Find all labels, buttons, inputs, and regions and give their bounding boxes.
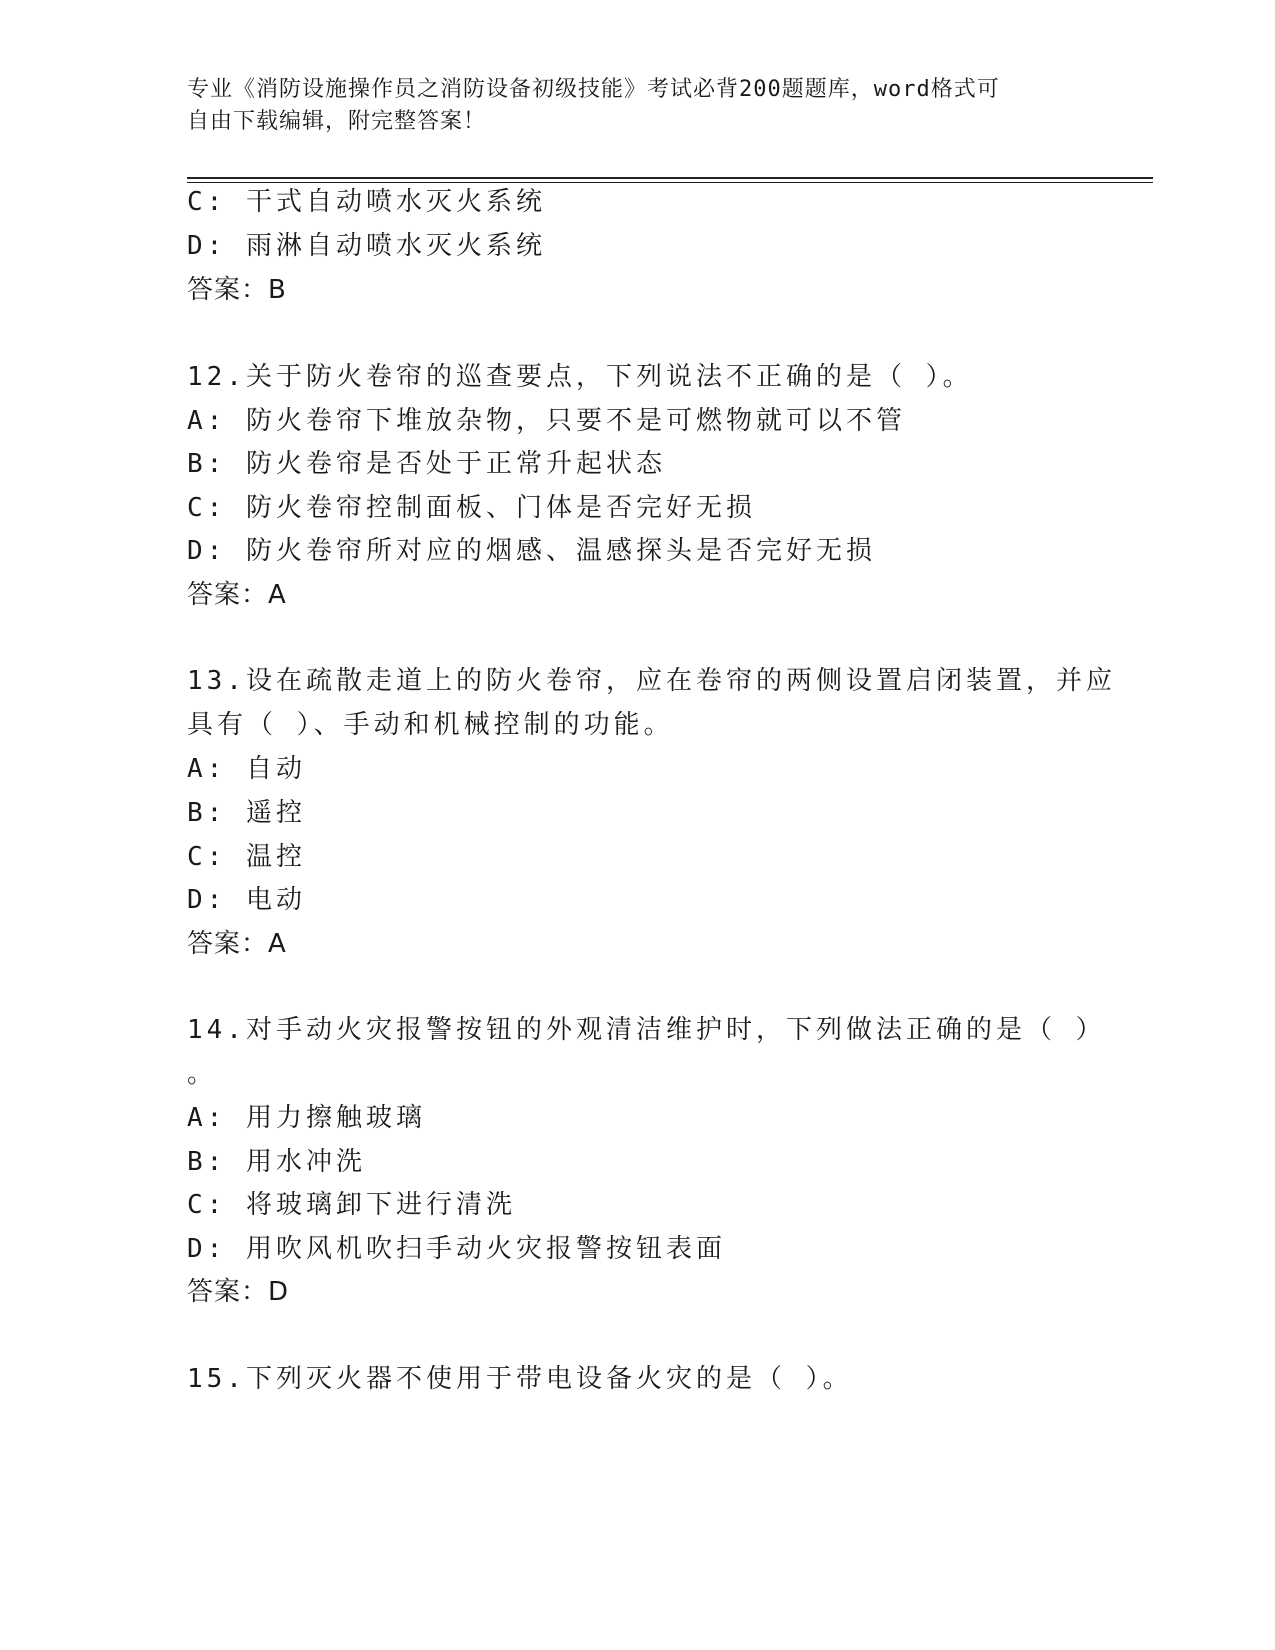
q13-question-line-1: 13.设在疏散走道上的防火卷帘，应在卷帘的两侧设置启闭装置，并应 [187, 666, 1116, 696]
q13-option-b: B: 遥控 [187, 798, 306, 828]
q14-option-c: C: 将玻璃卸下进行清洗 [187, 1190, 516, 1220]
q14-answer: 答案：D [187, 1277, 290, 1307]
header-divider-thick [187, 177, 1153, 179]
header-line-2: 自由下载编辑，附完整答案！ [187, 109, 487, 134]
q12-option-d: D: 防火卷帘所对应的烟感、温感探头是否完好无损 [187, 536, 876, 566]
q14-option-b: B: 用水冲洗 [187, 1147, 366, 1177]
header-line-1: 专业《消防设施操作员之消防设备初级技能》考试必背200题题库，word格式可 [187, 77, 1000, 102]
page-header [187, 74, 1087, 138]
q12-option-b: B: 防火卷帘是否处于正常升起状态 [187, 449, 666, 479]
q15-question: 15.下列灭火器不使用于带电设备火灾的是（ ）。 [187, 1364, 853, 1394]
q14-question-line-2: 。 [187, 1059, 218, 1089]
q13-option-d: D: 电动 [187, 885, 306, 915]
q12-option-c: C: 防火卷帘控制面板、门体是否完好无损 [187, 493, 756, 523]
q12-option-a: A: 防火卷帘下堆放杂物，只要不是可燃物就可以不管 [187, 406, 906, 436]
q13-option-c: C: 温控 [187, 842, 306, 872]
q11-option-d: D: 雨淋自动喷水灭火系统 [187, 231, 546, 261]
q14-option-d: D: 用吹风机吹扫手动火灾报警按钮表面 [187, 1234, 726, 1264]
q12-answer: 答案：A [187, 580, 287, 610]
header-divider-thin [187, 182, 1153, 183]
q14-option-a: A: 用力擦触玻璃 [187, 1103, 426, 1133]
q12-question: 12.关于防火卷帘的巡查要点，下列说法不正确的是（ ）。 [187, 362, 973, 392]
q11-option-c: C: 干式自动喷水灭火系统 [187, 187, 546, 217]
q14-question-line-1: 14.对手动火灾报警按钮的外观清洁维护时，下列做法正确的是（ ） [187, 1015, 1106, 1045]
q13-option-a: A: 自动 [187, 754, 306, 784]
q13-question-line-2: 具有（ ）、手动和机械控制的功能。 [187, 710, 674, 740]
q13-answer: 答案：A [187, 929, 287, 959]
q11-answer: 答案：B [187, 275, 287, 305]
